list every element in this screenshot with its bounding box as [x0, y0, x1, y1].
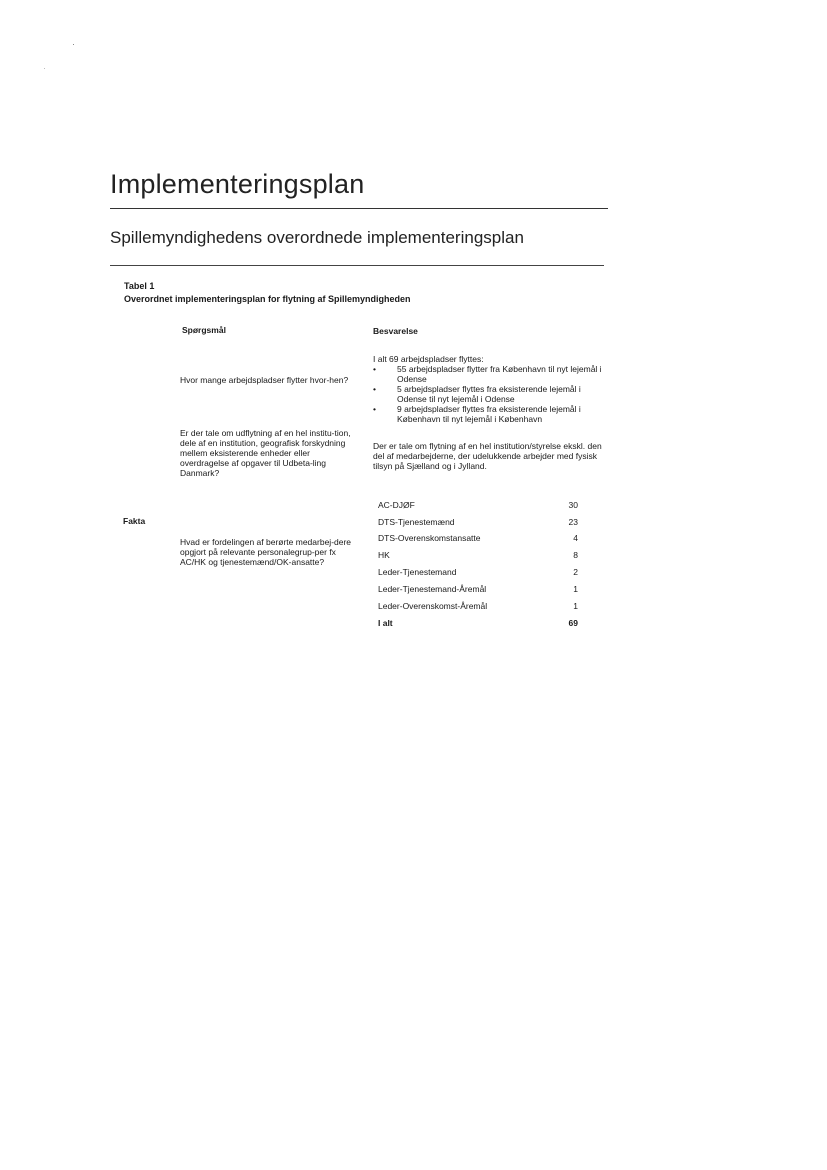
column-header-answer: Besvarelse	[373, 326, 418, 336]
answer-1-bullet-list	[373, 364, 608, 424]
section-label-fakta: Fakta	[123, 516, 146, 526]
section-subtitle: Spillemyndighedens overordnede implementeringsplan	[110, 228, 524, 247]
table-label: Tabel 1	[124, 281, 155, 291]
row-value: 1	[573, 601, 578, 611]
table-row	[378, 601, 578, 611]
answer-2: Der er tale om flytning af en hel institution/styrelse ekskl. den del af medarbejderne, der udelukkende arbejder med fysisk tilsyn på Sjælland og i Jylland.	[373, 441, 602, 471]
title-divider	[110, 208, 608, 209]
row-value: 23	[568, 517, 578, 527]
subtitle-divider	[110, 265, 604, 266]
row-label: Leder-Tjenestemand	[378, 567, 457, 577]
scan-speck	[44, 68, 45, 69]
answer-1-intro: I alt 69 arbejdspladser flyttes:	[373, 354, 484, 364]
list-item: • 55 arbejdspladser flytter fra København til nyt lejemål i Odense	[373, 364, 608, 384]
list-item: • 9 arbejdspladser flyttes fra eksisterende lejemål i København til nyt lejemål i København	[373, 404, 608, 424]
table-row	[378, 550, 578, 560]
row-label: I alt	[378, 618, 393, 628]
table-row	[378, 584, 578, 594]
row-value: 4	[573, 533, 578, 543]
page-title: Implementeringsplan	[110, 169, 365, 199]
list-item: • 5 arbejdspladser flyttes fra eksisterende lejemål i Odense til nyt lejemål i Odense	[373, 384, 608, 404]
row-value: 30	[568, 500, 578, 510]
question-1: Hvor mange arbejdspladser flytter hvor-hen?	[180, 375, 349, 385]
row-value: 2	[573, 567, 578, 577]
table-row-total	[378, 618, 578, 628]
row-label: Leder-Tjenestemand-Åremål	[378, 584, 487, 594]
row-value: 8	[573, 550, 578, 560]
row-label: DTS-Tjenestemænd	[378, 517, 455, 527]
row-label: HK	[378, 550, 390, 560]
row-value: 1	[573, 584, 578, 594]
row-label: AC-DJØF	[378, 500, 415, 510]
question-3: Hvad er fordelingen af berørte medarbej-dere opgjort på relevante personalegrup-per fx AC/HK og tjenestemænd/OK-ansatte?	[180, 537, 352, 567]
row-label: Leder-Overenskomst-Åremål	[378, 601, 488, 611]
row-label: DTS-Overenskomstansatte	[378, 533, 481, 543]
question-2: Er der tale om udflytning af en hel institu-tion, dele af en institution, geografisk forskydning mellem eksisterende enheder eller overdragelse af opgaver til Udbeta-ling Danmark?	[180, 428, 351, 478]
table-caption: Overordnet implementeringsplan for flytning af Spillemyndigheden	[124, 294, 411, 304]
table-row	[378, 567, 578, 577]
row-value: 69	[568, 618, 578, 628]
answer-1	[373, 354, 608, 424]
table-row	[378, 517, 578, 527]
table-row	[378, 500, 578, 510]
column-header-question: Spørgsmål	[182, 325, 226, 335]
scan-speck	[73, 44, 74, 45]
table-row	[378, 533, 578, 543]
